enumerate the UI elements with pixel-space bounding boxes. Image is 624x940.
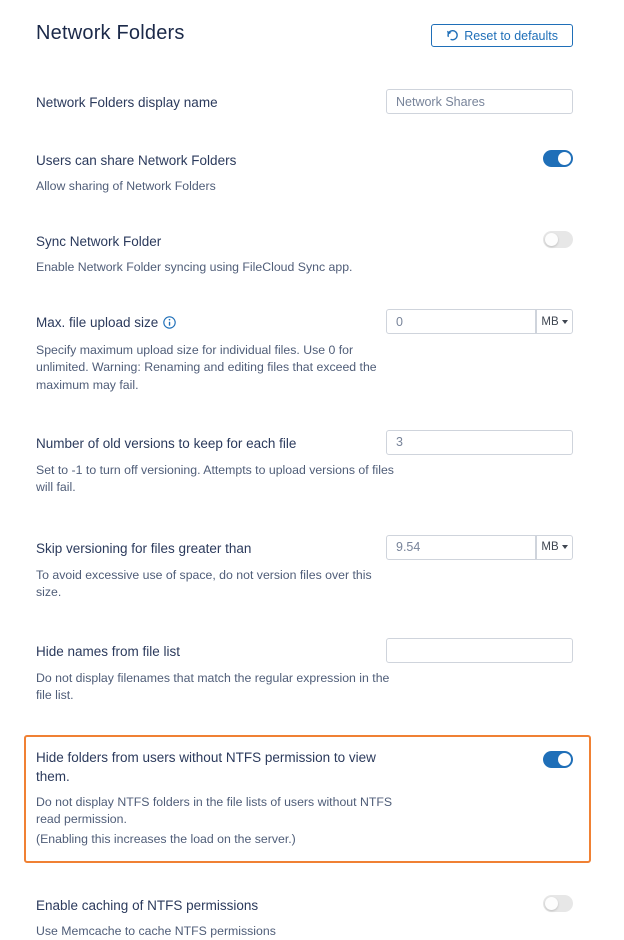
toggle-knob <box>558 753 571 766</box>
max-upload-description: Specify maximum upload size for individual files. Use 0 for unlimited. Warning: Renaming and editing files that exceed the maximum may fail. <box>36 342 377 392</box>
caret-down-icon <box>562 320 568 324</box>
sync-network-folder-toggle[interactable] <box>543 231 573 248</box>
display-name-label: Network Folders display name <box>36 95 218 110</box>
caret-down-icon <box>562 545 568 549</box>
users-can-share-description: Allow sharing of Network Folders <box>36 178 216 193</box>
users-can-share-label: Users can share Network Folders <box>36 153 237 168</box>
max-upload-label <box>36 309 176 335</box>
toggle-knob <box>558 152 571 165</box>
setting-users-can-share <box>36 147 573 195</box>
toggle-knob <box>545 233 558 246</box>
ntfs-caching-toggle[interactable] <box>543 895 573 912</box>
display-name-input[interactable] <box>386 89 573 114</box>
reset-button-label: Reset to defaults <box>464 28 558 43</box>
setting-ntfs-caching <box>36 892 573 940</box>
skip-versioning-unit-dropdown[interactable] <box>536 535 573 560</box>
setting-versions-to-keep <box>36 430 573 497</box>
reset-to-defaults-button[interactable] <box>431 24 573 47</box>
versions-to-keep-label: Number of old versions to keep for each file <box>36 435 297 451</box>
skip-versioning-input[interactable] <box>386 535 536 560</box>
setting-max-file-upload-size <box>36 309 573 394</box>
hide-names-input[interactable] <box>386 638 573 663</box>
undo-icon <box>446 29 459 42</box>
max-upload-input[interactable] <box>386 309 536 334</box>
hide-folders-ntfs-toggle[interactable] <box>543 751 573 768</box>
hide-folders-ntfs-description-note: (Enabling this increases the load on the server.) <box>36 831 296 846</box>
hide-names-label: Hide names from file list <box>36 643 181 659</box>
setting-skip-versioning <box>36 535 573 602</box>
hide-folders-ntfs-label: Hide folders from users without NTFS permission to view them. <box>36 749 376 785</box>
versions-to-keep-input[interactable] <box>386 430 573 455</box>
skip-versioning-label: Skip versioning for files greater than <box>36 540 252 556</box>
ntfs-caching-description: Use Memcache to cache NTFS permissions <box>36 923 276 938</box>
ntfs-caching-label: Enable caching of NTFS permissions <box>36 898 259 914</box>
page-header <box>36 22 573 47</box>
hide-folders-ntfs-description: Do not display NTFS folders in the file lists of users without NTFS read permission. <box>36 794 393 827</box>
sync-network-folder-description: Enable Network Folder syncing using FileCloud Sync app. <box>36 259 353 274</box>
hide-names-description: Do not display filenames that match the regular expression in the file list. <box>36 670 390 703</box>
page-title: Network Folders <box>36 22 185 44</box>
versions-to-keep-description: Set to -1 to turn off versioning. Attempts to upload versions of files will fail. <box>36 462 394 495</box>
setting-display-name <box>36 89 573 114</box>
sync-network-folder-label: Sync Network Folder <box>36 234 162 250</box>
skip-versioning-description: To avoid excessive use of space, do not version files over this size. <box>36 567 372 600</box>
max-upload-unit-dropdown[interactable] <box>536 309 573 334</box>
setting-hide-names <box>36 638 573 705</box>
max-upload-label-text: Max. file upload size <box>36 315 159 331</box>
unit-label: MB <box>541 541 559 554</box>
setting-hide-folders-ntfs-highlighted <box>24 735 591 863</box>
users-can-share-toggle[interactable] <box>543 150 573 167</box>
info-icon[interactable] <box>163 315 176 335</box>
unit-label: MB <box>541 315 559 328</box>
setting-sync-network-folder <box>36 228 573 276</box>
toggle-knob <box>545 897 558 910</box>
